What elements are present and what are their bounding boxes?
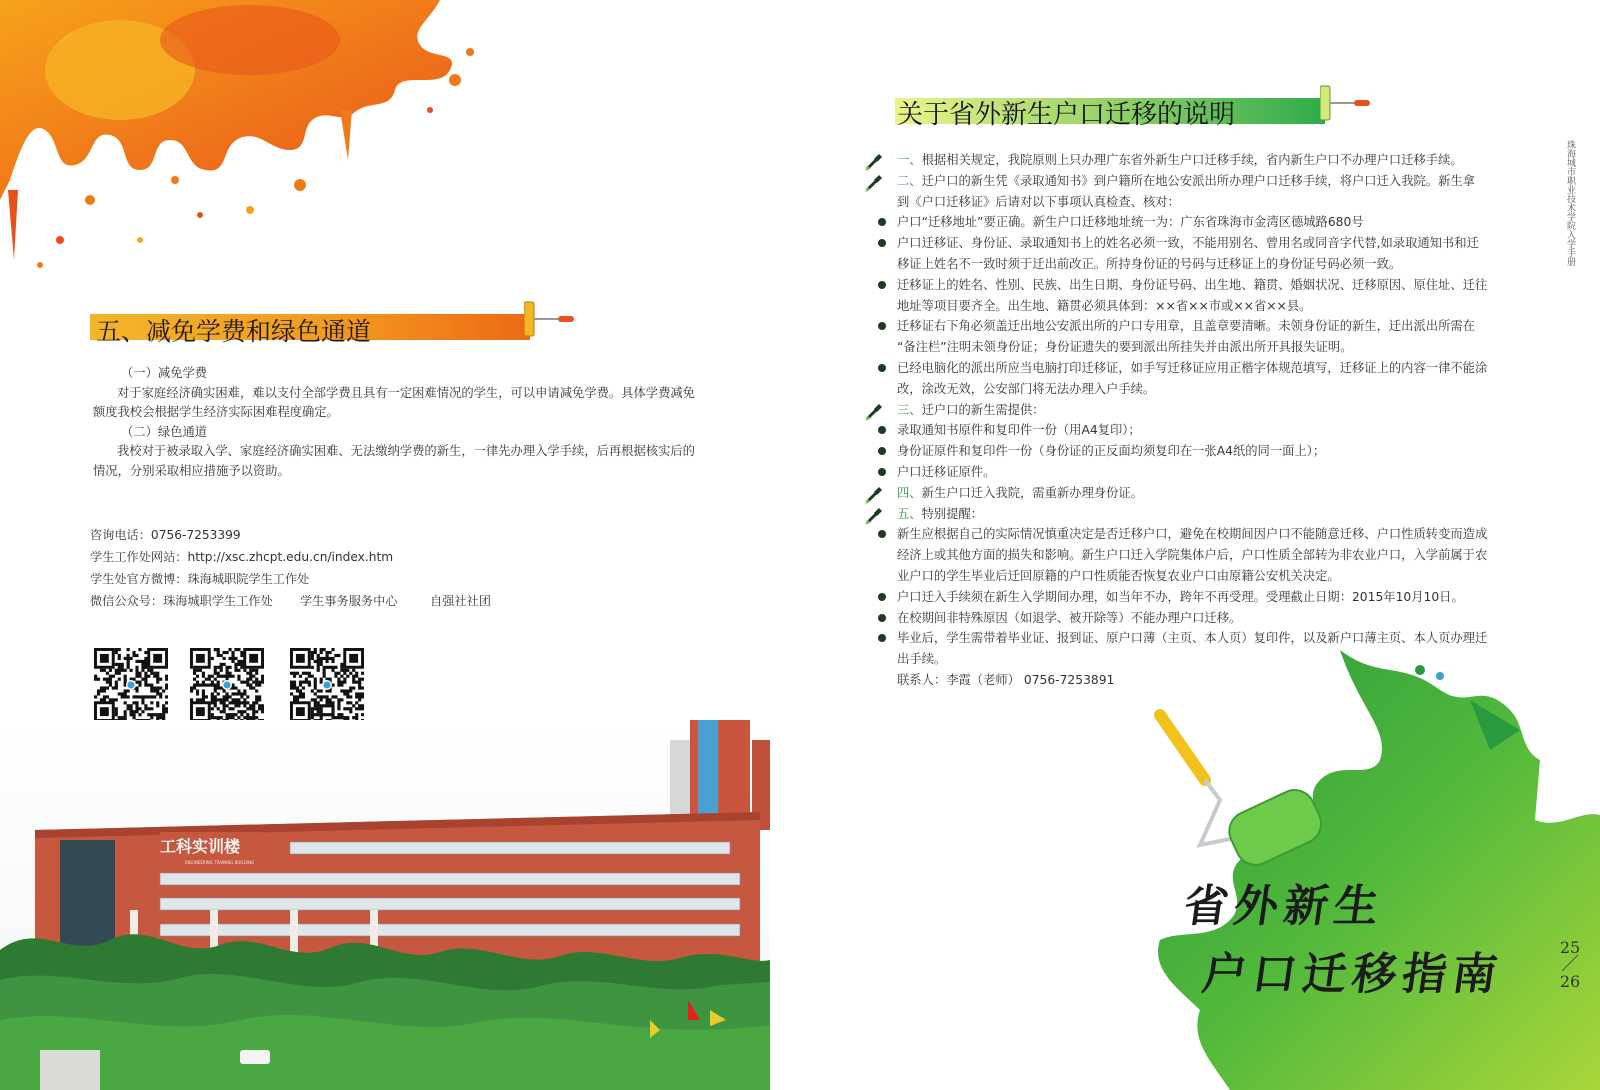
bullet-item bbox=[865, 587, 1515, 608]
bullet-item bbox=[865, 420, 1515, 441]
continuation-line bbox=[865, 337, 1515, 358]
building-sign-en: ENGINEERING TRAINING BUILDING bbox=[185, 860, 255, 865]
wechat-account-3: 自强社社团 bbox=[430, 594, 491, 608]
paint-roller-icon-green bbox=[1320, 84, 1372, 124]
handbook-side-title: 珠海城市职业技术学院入学手册 bbox=[1565, 140, 1575, 266]
section-line bbox=[865, 400, 1515, 421]
line-text: 户口迁入手续须在新生入学期间办理，如当年不办，跨年不再受理。受理截止日期：2015年10月10日。 bbox=[897, 589, 1464, 604]
bullet-item bbox=[865, 212, 1515, 233]
building-sign: 工科实训楼 bbox=[160, 837, 241, 856]
hukou-instructions bbox=[865, 150, 1515, 691]
green-paint-splash bbox=[1140, 640, 1600, 1090]
hukou-migration-title: 关于省外新生户口迁移的说明 bbox=[897, 100, 1236, 130]
line-text: 到《户口迁移证》后请对以下事项认真检查、核对： bbox=[897, 194, 1180, 209]
guide-title-line-1: 省外新生 bbox=[1180, 881, 1388, 932]
contact-info bbox=[90, 524, 491, 612]
line-text: 迁移证上的姓名、性别、民族、出生日期、身份证号码、出生地、籍贯、婚姻状况、迁移原因、原住址、迁往 bbox=[897, 277, 1488, 292]
paragraph-tuition-waiver: 对于家庭经济确实困难，难以支付全部学费且具有一定困难情况的学生，可以申请减免学费。具体学费减免额度我校会根据学生经济实际困难程度确定。 bbox=[93, 385, 695, 419]
line-text: 毕业后，学生需带着毕业证、报到证、原户口薄（主页、本人页）复印件，以及新户口薄主页、本人页办理迁 bbox=[897, 631, 1488, 646]
section-five-header bbox=[90, 308, 580, 352]
line-text: 改，涂改无效，公安部门将无法办理入户手续。 bbox=[897, 381, 1156, 396]
section-number: 四、 bbox=[897, 485, 922, 500]
contact-website[interactable]: 学生工作处网站：http://xsc.zhcpt.edu.cn/index.htm bbox=[90, 550, 394, 564]
line-text: 迁移证右下角必须盖迁出地公安派出所的户口专用章，且盖章要清晰。未领身份证的新生，迁出派出所需在 bbox=[897, 319, 1475, 334]
line-text: 户口“迁移地址”要正确。新生户口迁移地址统一为：广东省珠海市金湾区德城路680号 bbox=[897, 215, 1364, 230]
line-text: 经济上或其他方面的损失和影响。新生户口迁入学院集体户后，户口性质全部转为非农业户口，入学前属于农 bbox=[897, 548, 1488, 563]
guide-big-title bbox=[1171, 870, 1518, 1002]
page-number-right: 26 bbox=[1559, 972, 1581, 991]
subheading-green-channel: （二）绿色通道 bbox=[121, 424, 208, 439]
campus-building-photo bbox=[0, 720, 770, 1090]
line-text: “备注栏”注明未领身份证；身份证遗失的要到派出所挂失并由派出所开具报失证明。 bbox=[897, 340, 1353, 355]
bullet-item bbox=[865, 358, 1515, 379]
paint-roller-icon bbox=[524, 300, 576, 340]
paintbrush-icon bbox=[865, 401, 885, 421]
paintbrush-icon bbox=[865, 151, 885, 171]
contact-phone: 咨询电话：0756-7253399 bbox=[90, 528, 241, 542]
line-text: 移证上姓名不一致时须于迁出前改正。所持身份证的号码与迁移证上的身份证号码必须一致。 bbox=[897, 256, 1402, 271]
contact-weibo: 学生处官方微博：珠海城职院学生工作处 bbox=[90, 572, 310, 586]
line-text: 户口迁移证、身份证、录取通知书上的姓名必须一致，不能用别名、曾用名或同音字代替,如录取通知书和迁 bbox=[897, 236, 1479, 251]
tuition-waiver-text bbox=[93, 364, 703, 481]
line-text: 新生应根据自己的实际情况慎重决定是否迁移户口，避免在校期间因户口不能随意迁移、户口性质转变而造成 bbox=[897, 527, 1488, 542]
orange-paint-splash bbox=[0, 0, 500, 280]
continuation-line bbox=[865, 254, 1515, 275]
line-text: 在校期间非特殊原因（如退学、被开除等）不能办理户口迁移。 bbox=[897, 610, 1242, 625]
section-number: 五、 bbox=[897, 506, 922, 521]
hukou-migration-header bbox=[895, 92, 1375, 136]
line-text: 联系人：李霞（老师） 0756-7253891 bbox=[897, 672, 1115, 687]
section-line bbox=[865, 504, 1515, 525]
wechat-account-1: 微信公众号：珠海城职学生工作处 bbox=[90, 594, 273, 608]
section-number: 二、 bbox=[897, 173, 922, 188]
continuation-line bbox=[865, 192, 1515, 213]
section-line bbox=[865, 171, 1515, 192]
page-number-slash: ／ bbox=[1561, 954, 1579, 975]
line-text: 已经电脑化的派出所应当电脑打印迁移证，如手写迁移证应用正楷字体规范填写，迁移证上的内容一律不能涂 bbox=[897, 360, 1488, 375]
line-text: 迁户口的新生需提供： bbox=[921, 402, 1045, 417]
page-number-left: 25 bbox=[1559, 938, 1581, 957]
line-text: 地址等项目要齐全。出生地、籍贯必须具体到：××省××市或××省××县。 bbox=[897, 298, 1312, 313]
line-text: 业户口的学生毕业后迁回原籍的户口性质能否恢复农业户口由原籍公安机关决定。 bbox=[897, 568, 1340, 583]
continuation-line bbox=[865, 296, 1515, 317]
paintbrush-icon bbox=[865, 505, 885, 525]
section-number: 一、 bbox=[897, 153, 922, 167]
section-line bbox=[865, 483, 1515, 504]
bullet-item bbox=[865, 524, 1515, 545]
line-text: 特别提醒： bbox=[921, 506, 984, 521]
line-text: 身份证原件和复印件一份（身份证的正反面均须复印在一张A4纸的同一面上）； bbox=[897, 444, 1326, 459]
continuation-line bbox=[865, 545, 1515, 566]
qr-code-student-service-center[interactable] bbox=[190, 648, 264, 722]
bullet-item bbox=[865, 608, 1515, 629]
continuation-line bbox=[865, 379, 1515, 400]
section-five-title: 五、减免学费和绿色通道 bbox=[96, 317, 372, 346]
line-text: 根据相关规定，我院原则上只办理广东省外新生户口迁移手续，省内新生户口不办理户口迁移手续。 bbox=[921, 153, 1463, 167]
qr-code-ziqiang-club[interactable] bbox=[290, 648, 364, 722]
line-text: 录取通知书原件和复印件一份（用A4复印）； bbox=[897, 423, 1141, 438]
wechat-account-2: 学生事务服务中心 bbox=[300, 594, 398, 608]
contact-wechat bbox=[90, 590, 491, 612]
line-text: 新生户口迁入我院，需重新办理身份证。 bbox=[921, 485, 1143, 500]
line-text: 迁户口的新生凭《录取通知书》到户籍所在地公安派出所办理户口迁移手续，将户口迁入我院。新生拿 bbox=[921, 173, 1475, 188]
bullet-item bbox=[865, 316, 1515, 337]
line-text: 户口迁移证原件。 bbox=[897, 464, 996, 479]
subheading-tuition-waiver: （一）减免学费 bbox=[121, 366, 208, 380]
bullet-item bbox=[865, 233, 1515, 254]
section-number: 三、 bbox=[897, 402, 922, 417]
bullet-item bbox=[865, 441, 1515, 462]
continuation-line bbox=[865, 566, 1515, 587]
page-numbers bbox=[1550, 938, 1590, 992]
paintbrush-icon bbox=[865, 484, 885, 504]
bullet-item bbox=[865, 275, 1515, 296]
bullet-item bbox=[865, 462, 1515, 483]
paintbrush-icon bbox=[865, 172, 885, 192]
section-line bbox=[865, 150, 1515, 171]
qr-code-xuegong-wechat[interactable] bbox=[94, 648, 168, 722]
paragraph-green-channel: 我校对于被录取入学、家庭经济确实困难、无法缴纳学费的新生，一律先办理入学手续，后再根据核实后的情况，分别采取相应措施予以资助。 bbox=[93, 444, 695, 478]
guide-title-line-2: 户口迁移指南 bbox=[1199, 949, 1507, 1000]
line-text: 出手续。 bbox=[897, 652, 947, 667]
